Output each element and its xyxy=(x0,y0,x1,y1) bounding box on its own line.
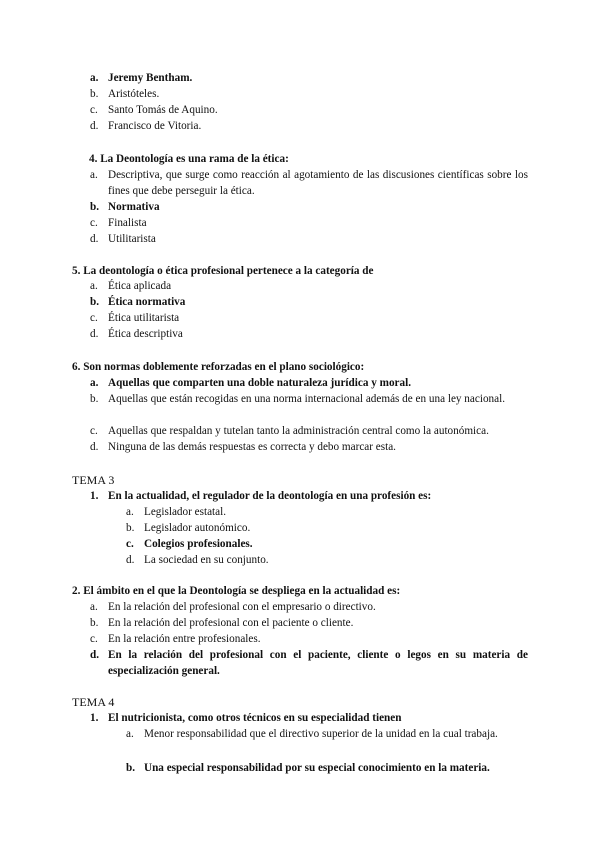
option-text: Legislador autonómico. xyxy=(144,522,251,534)
option-text: Aquellas que están recogidas en una norma internacional además de en una ley nacional. xyxy=(108,393,505,405)
option-letter: c. xyxy=(126,538,134,550)
option-letter: a. xyxy=(90,280,98,292)
option-letter: a. xyxy=(90,169,98,181)
option-letter: b. xyxy=(126,762,136,774)
option-letter: d. xyxy=(90,328,99,340)
option-letter: d. xyxy=(90,441,99,453)
option-correct: Normativa xyxy=(108,201,160,213)
question-6: 6. Son normas doblemente reforzadas en el plano sociológico: xyxy=(72,361,365,373)
section-title-tema-4: TEMA 4 xyxy=(72,695,115,709)
option-letter: d. xyxy=(126,554,135,566)
option-letter: c. xyxy=(90,217,98,229)
option-letter: d. xyxy=(90,233,99,245)
option-text: En la relación del profesional con el paciente o cliente. xyxy=(108,617,354,629)
option-text: Ética descriptiva xyxy=(108,328,183,340)
option-text: Francisco de Vitoria. xyxy=(108,120,202,132)
option-text: Descriptiva, que surge como reacción al agotamiento de las discusiones científicas sobre los fines que debe perseguir la ética. xyxy=(108,169,528,197)
tema3-question-1: En la actualidad, el regulador de la deontología en una profesión es: xyxy=(108,490,432,502)
tema3-question-2: 2. El ámbito en el que la Deontología se despliega en la actualidad es: xyxy=(72,585,401,597)
option-letter: b. xyxy=(90,88,99,100)
option-letter: c. xyxy=(90,425,98,437)
option-letter: b. xyxy=(126,522,135,534)
option-correct: Una especial responsabilidad por su especial conocimiento en la materia. xyxy=(144,762,490,774)
option-text: Utilitarista xyxy=(108,233,156,245)
question-4: 4. La Deontología es una rama de la ética: xyxy=(89,153,289,165)
option-letter: c. xyxy=(90,312,98,324)
option-text: Menor responsabilidad que el directivo superior de la unidad en la cual trabaja. xyxy=(144,728,498,740)
question-number: 1. xyxy=(90,712,99,724)
option-text: La sociedad en su conjunto. xyxy=(144,554,269,566)
option-correct: Ética normativa xyxy=(108,296,186,308)
option-letter: a. xyxy=(90,601,98,613)
option-letter: c. xyxy=(90,104,98,116)
option-text: En la relación del profesional con el empresario o directivo. xyxy=(108,601,376,613)
question-number: 1. xyxy=(90,490,99,502)
option-letter: a. xyxy=(90,377,99,389)
option-text: Ética aplicada xyxy=(108,280,172,292)
section-title-tema-3: TEMA 3 xyxy=(72,473,115,487)
option-letter: b. xyxy=(90,393,99,405)
option-letter: a. xyxy=(90,72,99,84)
option-letter: a. xyxy=(126,506,134,518)
option-text: En la relación entre profesionales. xyxy=(108,633,261,645)
option-letter: b. xyxy=(90,617,99,629)
option-correct: Colegios profesionales. xyxy=(144,538,253,550)
option-letter: b. xyxy=(90,296,100,308)
option-letter: a. xyxy=(126,728,134,740)
option-text: Santo Tomás de Aquino. xyxy=(108,104,218,116)
option-text: Ninguna de las demás respuestas es correcta y debo marcar esta. xyxy=(108,441,396,453)
option-text: Aristóteles. xyxy=(108,88,160,100)
option-letter: b. xyxy=(90,201,100,213)
option-letter: d. xyxy=(90,120,99,132)
option-correct: En la relación del profesional con el paciente, cliente o legos en su materia de especialización general. xyxy=(108,649,528,677)
option-text: Legislador estatal. xyxy=(144,506,227,518)
option-text: Aquellas que respaldan y tutelan tanto la administración central como la autonómica. xyxy=(108,425,489,437)
option-text: Ética utilitarista xyxy=(108,312,180,324)
option-text: Finalista xyxy=(108,217,147,229)
option-correct: Jeremy Bentham. xyxy=(108,72,193,84)
option-letter: c. xyxy=(90,633,98,645)
question-5: 5. La deontología o ética profesional pertenece a la categoría de xyxy=(72,265,374,277)
option-letter: d. xyxy=(90,649,100,661)
tema4-question-1: El nutricionista, como otros técnicos en su especialidad tienen xyxy=(108,712,402,724)
option-correct: Aquellas que comparten una doble naturaleza jurídica y moral. xyxy=(108,377,411,389)
